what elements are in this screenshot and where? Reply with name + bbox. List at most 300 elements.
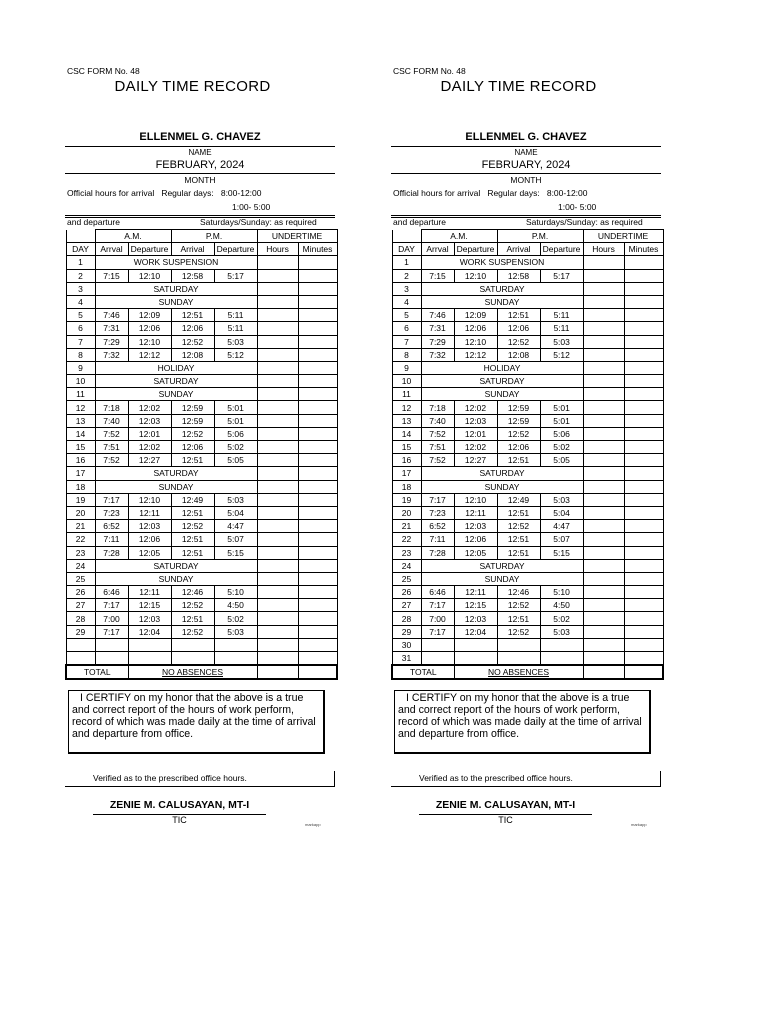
arrival-am-time: 7:17 [421,625,454,638]
departure-am-time: 12:02 [128,401,171,414]
departure-pm-time: 5:17 [540,269,583,282]
arrival-pm-time: 12:51 [171,533,214,546]
undertime-minutes [298,520,337,533]
arrival-pm-time: 12:51 [497,533,540,546]
table-row [392,322,663,335]
day-note: SUNDAY [95,295,257,308]
arrival-pm-time: 12:51 [171,612,214,625]
arrival-am-time: 7:17 [95,625,128,638]
arrival-am-time: 7:52 [95,427,128,440]
certification-box [394,690,651,754]
departure-pm-time: 5:06 [214,427,257,440]
arrival-am-time: 7:51 [421,441,454,454]
header-pm: P.M. [171,230,257,243]
undertime-minutes [624,282,663,295]
day-note: HOLIDAY [95,361,257,374]
table-row [392,441,663,454]
verified-text: Verified as to the prescribed office hours. [419,773,573,783]
arrival-pm-time: 12:51 [171,309,214,322]
month-underline [391,173,661,174]
day-number [66,638,95,651]
header-am: A.M. [95,230,171,243]
undertime-minutes [624,599,663,612]
day-number: 11 [66,388,95,401]
departure-am-time: 12:12 [128,348,171,361]
departure-pm-time: 5:03 [540,335,583,348]
header-undertime: UNDERTIME [583,230,663,243]
undertime-hours [583,480,624,493]
arrival-pm-time: 12:58 [171,269,214,282]
arrival-pm-time: 12:59 [497,401,540,414]
departure-am-time: 12:03 [128,520,171,533]
undertime-minutes [298,335,337,348]
undertime-minutes [298,441,337,454]
header-hours: Hours [583,243,624,256]
table-row [66,348,337,361]
undertime-hours [583,309,624,322]
undertime-minutes [624,375,663,388]
arrival-am-time: 7:52 [95,454,128,467]
table-row [392,586,663,599]
certification-box [68,690,325,754]
no-absences-text: NO ABSENCES [488,667,549,678]
arrival-pm-time: 12:59 [171,414,214,427]
signatory-title: TIC [498,815,513,825]
departure-am-time: 12:10 [454,269,497,282]
departure-pm-time: 5:02 [214,612,257,625]
undertime-minutes [298,388,337,401]
departure-am-time: 12:10 [454,493,497,506]
undertime-minutes [624,506,663,519]
empty-cell [540,652,583,666]
empty-cell [421,652,454,666]
table-row [66,256,337,269]
undertime-minutes [298,256,337,269]
day-number: 21 [392,520,421,533]
arrival-pm-time: 12:52 [171,335,214,348]
day-number: 2 [392,269,421,282]
undertime-hours [583,533,624,546]
departure-am-time: 12:01 [454,427,497,440]
arrival-am-time: 7:31 [421,322,454,335]
day-number: 17 [392,467,421,480]
table-row [66,612,337,625]
departure-am-time: 12:10 [454,335,497,348]
arrival-am-time: 7:23 [95,506,128,519]
empty-cell [540,638,583,651]
total-label: TOTAL [392,665,454,679]
employee-name: ELLENMEL G. CHAVEZ [139,131,261,143]
small-mark: markapp [631,822,647,827]
empty-cell [421,638,454,651]
table-row [392,506,663,519]
header-arrival-am: Arrval [95,243,128,256]
arrival-am-time: 6:46 [421,586,454,599]
header-minutes: Minutes [298,243,337,256]
arrival-am-time: 7:40 [421,414,454,427]
empty-cell [298,652,337,666]
departure-pm-time: 5:01 [540,414,583,427]
day-note: SUNDAY [95,572,257,585]
undertime-hours [257,467,298,480]
arrival-pm-time: 12:51 [497,454,540,467]
arrival-pm-time: 12:51 [497,309,540,322]
table-row [392,533,663,546]
arrival-am-time: 7:17 [421,493,454,506]
empty-cell [171,652,214,666]
total-label: TOTAL [66,665,128,679]
header-am: A.M. [421,230,497,243]
undertime-hours [257,388,298,401]
header-hours: Hours [257,243,298,256]
departure-pm-time: 5:05 [540,454,583,467]
departure-pm-time: 4:50 [214,599,257,612]
arrival-pm-time: 12:59 [171,401,214,414]
arrival-am-time: 7:15 [95,269,128,282]
day-number: 9 [392,361,421,374]
undertime-hours [257,625,298,638]
undertime-minutes [624,625,663,638]
arrival-am-time: 7:28 [421,546,454,559]
departure-pm-time: 5:02 [540,612,583,625]
undertime-minutes [624,269,663,282]
day-note: WORK SUSPENSION [421,256,583,269]
verified-line [65,786,335,787]
undertime-hours [583,625,624,638]
table-row [392,625,663,638]
table-row [66,559,337,572]
day-number: 1 [392,256,421,269]
header-departure-pm: Departure [214,243,257,256]
undertime-hours [257,546,298,559]
day-note: SUNDAY [95,388,257,401]
day-number: 18 [66,480,95,493]
departure-am-time: 12:11 [454,506,497,519]
undertime-minutes [298,414,337,427]
day-number: 10 [392,375,421,388]
day-number: 13 [392,414,421,427]
day-note: SATURDAY [95,282,257,295]
undertime-minutes [298,454,337,467]
arrival-am-time: 6:52 [95,520,128,533]
certification-text: I CERTIFY on my honor that the above is a true and correct report of the hours of work perform, record of which was made daily at the time of arrival and departure from office. [72,692,316,740]
day-number: 31 [392,652,421,666]
table-subheader-row [66,243,337,256]
departure-pm-time: 5:01 [540,401,583,414]
departure-pm-time: 5:12 [214,348,257,361]
undertime-minutes [298,348,337,361]
day-number: 1 [66,256,95,269]
undertime-hours [257,375,298,388]
pm-hours: 1:00- 5:00 [558,202,597,212]
departure-am-time: 12:02 [128,441,171,454]
departure-am-time: 12:04 [454,625,497,638]
arrival-pm-time: 12:06 [171,322,214,335]
day-number: 14 [66,427,95,440]
pm-hours: 1:00- 5:00 [232,202,271,212]
day-number: 23 [392,546,421,559]
arrival-pm-time: 12:08 [171,348,214,361]
departure-pm-time: 5:15 [540,546,583,559]
signatory-title: TIC [172,815,187,825]
arrival-am-time: 7:11 [95,533,128,546]
arrival-pm-time: 12:52 [171,599,214,612]
table-row [66,295,337,308]
table-row [392,454,663,467]
undertime-minutes [624,388,663,401]
arrival-am-time: 7:52 [421,454,454,467]
departure-am-time: 12:03 [454,414,497,427]
undertime-minutes [298,533,337,546]
day-number: 25 [392,572,421,585]
empty-cell [95,652,128,666]
total-value [128,665,257,679]
day-number: 16 [66,454,95,467]
arrival-am-time: 7:17 [95,599,128,612]
day-number: 20 [66,506,95,519]
day-note: SUNDAY [421,480,583,493]
undertime-minutes [624,322,663,335]
empty-cell [95,638,128,651]
arrival-am-time: 7:32 [421,348,454,361]
undertime-hours [257,493,298,506]
day-number: 27 [66,599,95,612]
arrival-pm-time: 12:52 [171,427,214,440]
undertime-hours [257,506,298,519]
arrival-pm-time: 12:52 [497,335,540,348]
undertime-minutes [298,599,337,612]
undertime-minutes [298,295,337,308]
departure-am-time: 12:05 [454,546,497,559]
undertime-hours [583,388,624,401]
arrival-am-time: 6:46 [95,586,128,599]
undertime-minutes [298,309,337,322]
table-row [66,652,337,666]
day-note: SUNDAY [421,295,583,308]
month-caption: MONTH [510,175,542,185]
arrival-pm-time: 12:51 [497,612,540,625]
undertime-minutes [624,533,663,546]
undertime-minutes [624,414,663,427]
total-value [454,665,583,679]
day-number: 7 [66,335,95,348]
table-row [392,269,663,282]
departure-pm-time: 5:10 [214,586,257,599]
undertime-hours [257,322,298,335]
arrival-am-time: 7:15 [421,269,454,282]
undertime-minutes [624,572,663,585]
undertime-minutes [298,559,337,572]
table-row [392,520,663,533]
day-number: 11 [392,388,421,401]
day-number: 16 [392,454,421,467]
table-row [392,559,663,572]
departure-am-time: 12:12 [454,348,497,361]
undertime-hours [583,520,624,533]
undertime-hours [583,401,624,414]
undertime-hours [257,427,298,440]
arrival-am-time: 7:29 [421,335,454,348]
total-hours [583,665,624,679]
empty-cell [624,638,663,651]
undertime-minutes [298,282,337,295]
arrival-pm-time: 12:49 [171,493,214,506]
header-blank [392,230,421,243]
empty-cell [497,638,540,651]
table-row [66,480,337,493]
table-row [66,546,337,559]
table-row [392,480,663,493]
day-number: 9 [66,361,95,374]
empty-cell [454,638,497,651]
table-row [66,467,337,480]
departure-am-time: 12:10 [128,493,171,506]
table-row [392,467,663,480]
empty-cell [257,638,298,651]
signatory-name: ZENIE M. CALUSAYAN, MT-I [435,799,576,811]
table-row [392,414,663,427]
departure-pm-time: 5:03 [540,493,583,506]
table-row [392,401,663,414]
departure-am-time: 12:05 [128,546,171,559]
arrival-am-time: 7:00 [95,612,128,625]
day-note: SATURDAY [95,375,257,388]
undertime-hours [583,586,624,599]
arrival-pm-time: 12:06 [171,441,214,454]
day-number: 19 [66,493,95,506]
day-number: 4 [392,295,421,308]
month-caption: MONTH [184,175,216,185]
table-row [66,361,337,374]
table-row [392,612,663,625]
departure-pm-time: 5:03 [540,625,583,638]
departure-am-time: 12:11 [128,506,171,519]
departure-pm-time: 5:11 [214,322,257,335]
day-number: 12 [66,401,95,414]
day-number: 20 [392,506,421,519]
undertime-hours [583,361,624,374]
name-caption: NAME [188,148,212,157]
header-arrival-pm: Arrival [171,243,214,256]
undertime-minutes [624,559,663,572]
undertime-minutes [298,546,337,559]
name-caption: NAME [514,148,538,157]
table-row [66,282,337,295]
departure-pm-time: 5:06 [540,427,583,440]
day-number: 4 [66,295,95,308]
day-number: 19 [392,493,421,506]
arrival-am-time: 7:52 [421,427,454,440]
header-arrival-pm: Arrival [497,243,540,256]
day-number: 3 [392,282,421,295]
departure-pm-time: 5:11 [540,322,583,335]
table-row [66,625,337,638]
day-number: 26 [66,586,95,599]
table-row [66,493,337,506]
day-number: 14 [392,427,421,440]
departure-pm-time: 5:02 [214,441,257,454]
arrival-am-time: 7:18 [95,401,128,414]
empty-cell [257,652,298,666]
arrival-pm-time: 12:51 [497,546,540,559]
header-departure-am: Departure [454,243,497,256]
undertime-hours [583,427,624,440]
header-day: DAY [66,243,95,256]
arrival-am-time: 7:28 [95,546,128,559]
day-number: 6 [66,322,95,335]
arrival-pm-time: 12:51 [171,506,214,519]
undertime-hours [583,322,624,335]
undertime-minutes [624,467,663,480]
departure-pm-time: 4:47 [540,520,583,533]
table-row [392,638,663,651]
undertime-hours [583,282,624,295]
table-row [66,309,337,322]
hours-divider [391,215,661,216]
undertime-hours [583,441,624,454]
table-row [66,441,337,454]
undertime-hours [257,282,298,295]
table-row [66,533,337,546]
undertime-hours [257,309,298,322]
table-row [66,638,337,651]
arrival-am-time: 7:17 [421,599,454,612]
departure-am-time: 12:02 [454,441,497,454]
day-number: 22 [66,533,95,546]
departure-pm-time: 5:02 [540,441,583,454]
undertime-hours [257,256,298,269]
arrival-pm-time: 12:52 [497,520,540,533]
departure-am-time: 12:11 [128,586,171,599]
table-row [392,388,663,401]
table-row [392,282,663,295]
day-number: 5 [392,309,421,322]
header-blank [66,230,95,243]
day-number: 28 [392,612,421,625]
undertime-minutes [624,454,663,467]
departure-am-time: 12:09 [128,309,171,322]
table-row [392,427,663,440]
undertime-hours [583,506,624,519]
departure-am-time: 12:06 [128,533,171,546]
undertime-minutes [298,361,337,374]
day-note: SUNDAY [421,572,583,585]
departure-am-time: 12:11 [454,586,497,599]
header-departure-am: Departure [128,243,171,256]
undertime-hours [583,572,624,585]
month-value: FEBRUARY, 2024 [155,159,245,171]
weekend-note: Saturdays/Sunday: as required [200,217,317,227]
table-row [392,348,663,361]
month-underline [65,173,335,174]
arrival-pm-time: 12:52 [497,599,540,612]
table-row [66,506,337,519]
departure-pm-time: 5:03 [214,625,257,638]
empty-cell [171,638,214,651]
arrival-pm-time: 12:52 [497,427,540,440]
official-hours: Official hours for arrival Regular days: 8:00-12:00 [67,188,262,198]
day-number: 10 [66,375,95,388]
undertime-hours [583,467,624,480]
undertime-minutes [624,480,663,493]
arrival-pm-time: 12:06 [497,322,540,335]
empty-cell [624,652,663,666]
departure-pm-time: 4:47 [214,520,257,533]
total-row [392,665,663,679]
time-record-table [391,229,664,680]
table-row [392,256,663,269]
total-minutes [624,665,663,679]
